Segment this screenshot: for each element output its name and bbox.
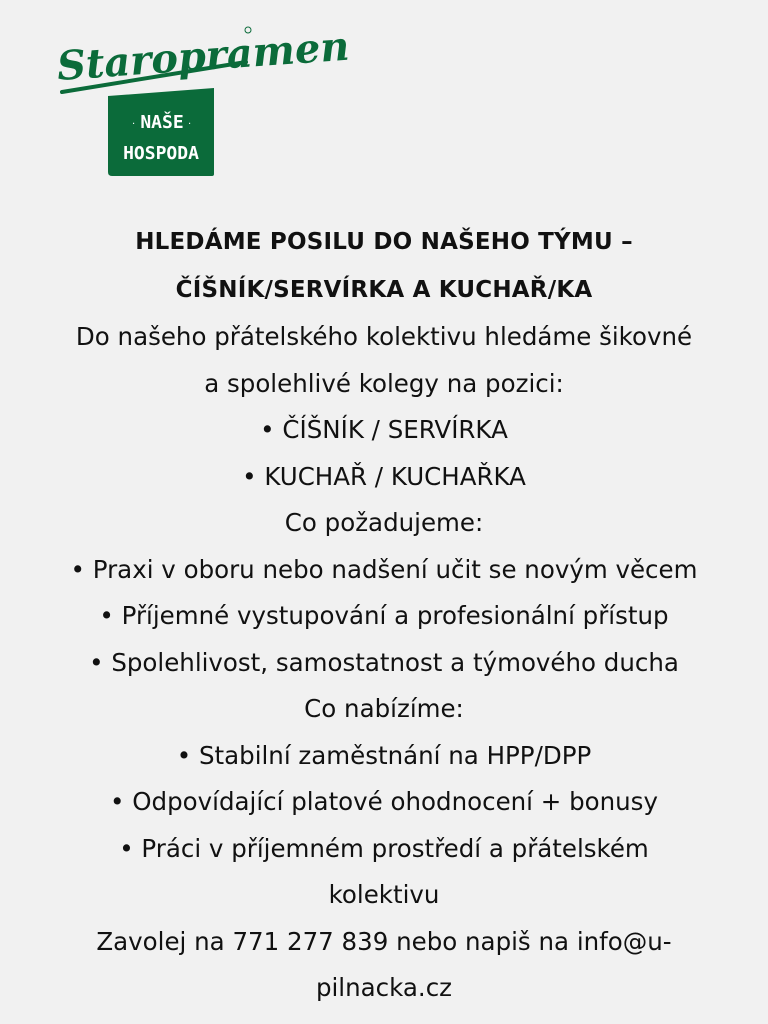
job-posting — [0, 218, 768, 1012]
requirement-item: • Spolehlivost, samostatnost a týmového ducha — [89, 647, 679, 677]
headline-line-2: ČÍŠNÍK/SERVÍRKA A KUCHAŘ/KA — [175, 277, 593, 303]
contact-line-2: pilnacka.cz — [315, 973, 453, 1002]
offer-item-continued: kolektivu — [328, 880, 440, 909]
intro-line-1: Do našeho přátelského kolektivu hledáme šikovné — [75, 322, 693, 351]
requirement-item: • Příjemné vystupování a profesionální přístup — [99, 601, 669, 630]
logo-wordmark: Staropramen — [55, 22, 351, 90]
offer-item: • Odpovídající platové ohodnocení + bonusy — [110, 787, 658, 816]
offer-item: • Práci v příjemném prostředí a přátelském — [119, 833, 649, 863]
logo-badge-line2: HOSPODA — [123, 143, 199, 164]
logo-badge-line1: NAŠE — [140, 112, 184, 133]
requirements-heading: Co požadujeme: — [284, 508, 484, 537]
position-waiter: • ČÍŠNÍK / SERVÍRKA — [260, 415, 508, 444]
position-cook: • KUCHAŘ / KUCHAŘKA — [242, 461, 526, 491]
requirement-item: • Praxi v oboru nebo nadšení učit se novým věcem — [70, 554, 698, 584]
intro-line-2: a spolehlivé kolegy na pozici: — [204, 368, 564, 398]
headline-line-1: HLEDÁME POSILU DO NAŠEHO TÝMU – — [135, 229, 633, 255]
offer-heading: Co nabízíme: — [304, 694, 464, 723]
staropramen-nase-hospoda-logo — [50, 14, 351, 182]
contact-line-1: Zavolej na 771 277 839 nebo napiš na info@u- — [96, 926, 672, 956]
offer-item: • Stabilní zaměstnání na HPP/DPP — [176, 740, 592, 770]
svg-text:·: · — [188, 119, 192, 130]
logo-graphic — [50, 14, 351, 182]
svg-text:·: · — [132, 119, 136, 130]
